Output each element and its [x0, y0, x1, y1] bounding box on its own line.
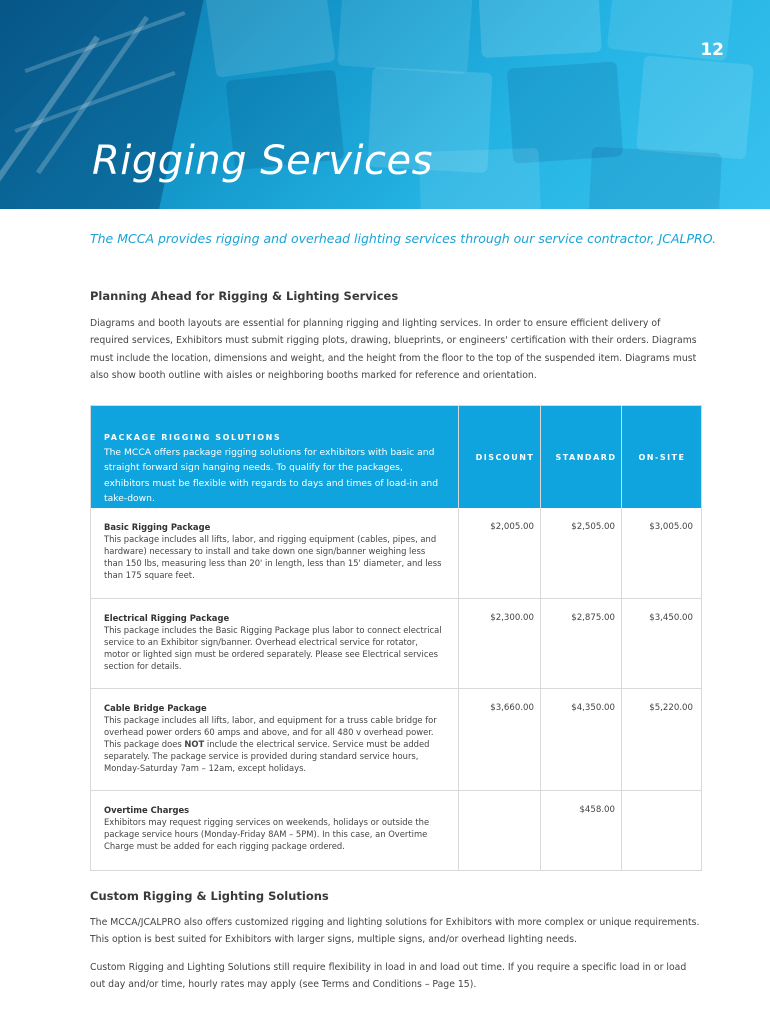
row-description-part: include the electrical service. Service must be added separately. The package service is provided during standard service hours, Monday-Saturday 7am – 12am, except holidays. [104, 739, 430, 774]
divider [91, 598, 701, 599]
price-standard: $2,505.00 [571, 522, 615, 532]
row-description-emphasis: NOT [184, 739, 205, 750]
price-onsite: $3,450.00 [649, 613, 693, 623]
price-standard: $458.00 [579, 805, 615, 815]
price-discount: $2,300.00 [490, 613, 534, 623]
intro-text: The MCCA provides rigging and overhead lighting services through our service contractor, JCALPRO. [90, 231, 717, 246]
price-standard: $2,875.00 [571, 613, 615, 623]
row-name: Basic Rigging Package [104, 522, 211, 532]
custom-heading: Custom Rigging & Lighting Solutions [90, 889, 329, 903]
row-description-part: This package includes all lifts, labor, and equipment for a truss cable bridge for overhead power orders 60 amps and above, and for all 480 v overhead power. This package does [104, 715, 437, 750]
row-name: Overtime Charges [104, 805, 190, 815]
price-discount: $2,005.00 [490, 522, 534, 532]
divider [621, 406, 622, 870]
row-description: This package includes all lifts, labor, and rigging equipment (cables, pipes, and hardware) necessary to install and take down one sign/banner weighing less than 150 lbs, measuring less than 20' in length, less than 15' diameter, and less than 175 square feet. [104, 534, 442, 581]
custom-paragraph-1: The MCCA/JCALPRO also offers customized rigging and lighting solutions for Exhibitors with more complex or unique requirements. This option is best suited for Exhibitors with larger signs, multiple signs, and/or overhead lighting needs. [90, 917, 700, 946]
page-title: Rigging Services [92, 138, 433, 184]
row-name: Cable Bridge Package [104, 703, 207, 713]
price-onsite: $3,005.00 [649, 522, 693, 532]
table-header [91, 406, 701, 508]
price-standard: $4,350.00 [571, 703, 615, 713]
divider [91, 688, 701, 689]
page-number: 12 [700, 40, 724, 60]
table-header-label: PACKAGE RIGGING SOLUTIONS [104, 433, 282, 442]
planning-body: Diagrams and booth layouts are essential for planning rigging and lighting services. In order to ensure efficient delivery of required services, Exhibitors must submit rigging plots, drawing, blueprints, or engineers' certification with their orders. Diagrams must include the location, dimensions and weight, and the height from the floor to the top of the suspended item. Diagrams must also show booth outline with aisles or neighboring booths marked for reference and orientation. [90, 318, 697, 381]
price-onsite: $5,220.00 [649, 703, 693, 713]
divider [458, 406, 459, 870]
column-header-discount: DISCOUNT [475, 453, 535, 462]
divider [91, 790, 701, 791]
pricing-table [90, 405, 702, 871]
column-header-onsite: ON-SITE [638, 453, 686, 462]
row-description: Exhibitors may request rigging services on weekends, holidays or outside the package service hours (Monday-Friday 8AM – 5PM). In this case, an Overtime Charge must be added for each rigging package ordered. [104, 817, 430, 852]
custom-paragraph-2: Custom Rigging and Lighting Solutions still require flexibility in load in and load out time. If you require a specific load in or load out day and/or time, hourly rates may apply (see Terms and Conditions – Page 15). [90, 962, 687, 991]
row-description: This package includes the Basic Rigging Package plus labor to connect electrical service to an Exhibitor sign/banner. Overhead electrical service for rotator, motor or lighted sign must be ordered separately. Please see Electrical services section for details. [104, 625, 442, 672]
row-name: Electrical Rigging Package [104, 613, 230, 623]
price-discount: $3,660.00 [490, 703, 534, 713]
table-header-description: The MCCA offers package rigging solutions for exhibitors with basic and straight forward sign hanging needs. To qualify for the packages, exhibitors must be flexible with regards to days and times of load-in and take-down. [104, 447, 439, 504]
planning-heading: Planning Ahead for Rigging & Lighting Services [90, 289, 399, 303]
divider [540, 406, 541, 870]
row-description [104, 714, 444, 774]
column-header-standard: STANDARD [555, 453, 617, 462]
